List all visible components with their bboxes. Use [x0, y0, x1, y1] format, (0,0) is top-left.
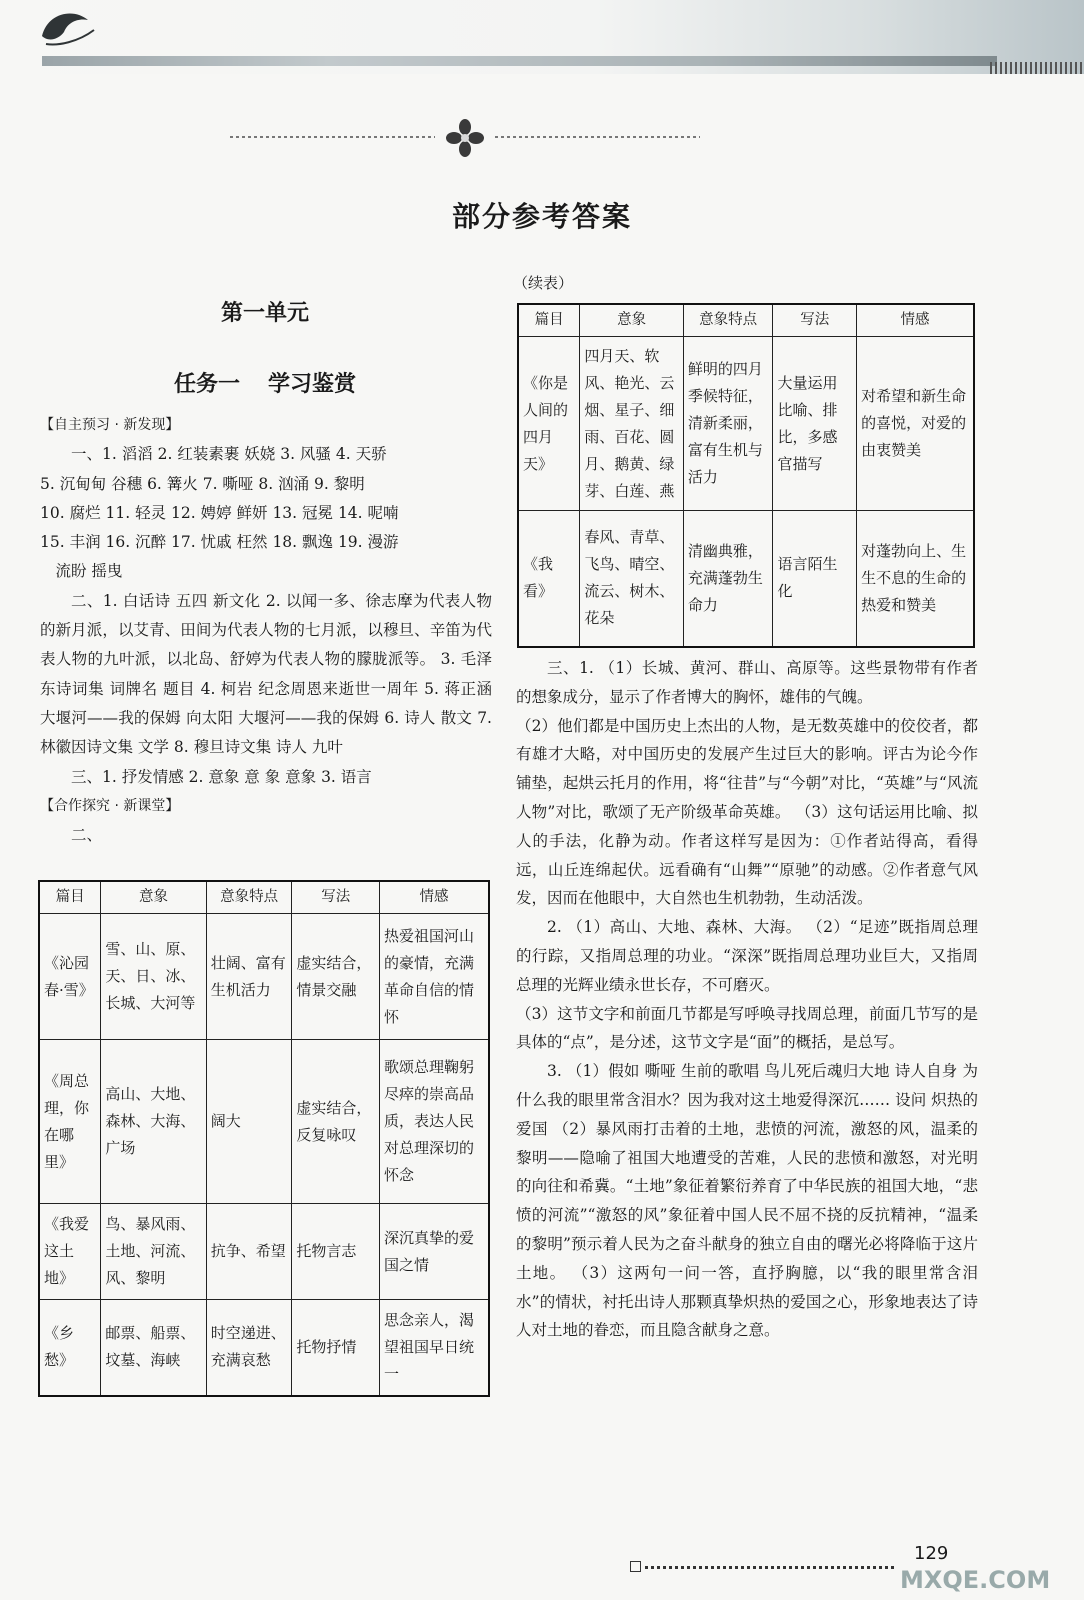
- table-cell: 托物抒情: [292, 1300, 380, 1396]
- footer-dots: [645, 1566, 895, 1569]
- table-row: [518, 337, 974, 511]
- answer-line: 流盼 摇曳: [55, 562, 123, 581]
- watermark: MXQE.COM: [900, 1566, 1051, 1594]
- table-cell: 邮票、船票、坟墓、海峡: [101, 1300, 206, 1396]
- table-cell: 阔大: [206, 1040, 292, 1204]
- header-cell: 意象特点: [683, 304, 773, 337]
- table-intro: 二、: [71, 826, 103, 845]
- table-cell: 抗争、希望: [206, 1204, 292, 1300]
- table-cell: 时空递进、充满哀愁: [206, 1300, 292, 1396]
- table-row: [39, 1300, 489, 1396]
- unit-title: 第一单元: [220, 301, 309, 326]
- table-cell: 虚实结合，反复咏叹: [292, 1040, 380, 1204]
- table-cell: 对希望和新生命的喜悦，对爱的由衷赞美: [857, 337, 974, 511]
- table-row: [39, 1040, 489, 1204]
- table-cell: 《周总理，你在哪里》: [39, 1040, 101, 1204]
- table-cell: 语言陌生化: [773, 511, 857, 647]
- table-cell: 壮阔、富有生机活力: [206, 914, 292, 1040]
- table-cell: 歌颂总理鞠躬尽瘁的崇高品质，表达人民对总理深切的怀念: [380, 1040, 489, 1204]
- header-cell: 写法: [773, 304, 857, 337]
- continued-label: （续表）: [513, 274, 574, 292]
- table-cell: 春风、青草、飞鸟、晴空、流云、树木、花朵: [580, 511, 684, 647]
- table-cell: 《沁园春·雪》: [39, 914, 101, 1040]
- title-ornament: [230, 118, 700, 158]
- table-cell: 《乡愁》: [39, 1300, 101, 1396]
- answer-paragraph: 3. （1）假如 嘶哑 生前的歌唱 鸟儿死后魂归大地 诗人自身 为什么我的眼里常含泪水？因为我对这土地爱得深沉…… 设问 炽热的爱国 （2）暴风雨打击着的土地，悲愤的河流，激怒的风，温柔的黎明——隐喻了祖国大地遭受的苦难，人民的悲愤和激怒，对光明的向往和希冀。“土地”象征着繁衍养育了中华民族的祖国大地，“悲愤的河流”“激怒的风”象征着中国人民不屈不挠的反抗精神，“温柔的黎明”预示着人民为之奋斗献身的独立自由的曙光必将降临于这片土地。 （3）这两句一问一答，直抒胸臆，以“我的眼里常含泪水”的情状，衬托出诗人那颗真挚炽热的爱国之心，形象地表达了诗人对土地的眷恋，而且隐含献身之意。: [516, 1062, 978, 1340]
- answer-paragraph: 三、1. （1）长城、黄河、群山、高原等。这些景物带有作者的想象成分，显示了作者博大的胸怀，雄伟的气魄。: [516, 659, 978, 706]
- table-cell: 鲜明的四月季候特征，清新柔丽，富有生机与活力: [683, 337, 773, 511]
- right-column: [516, 654, 978, 1345]
- header-cell: 情感: [380, 881, 489, 914]
- table-cell: 高山、大地、森林、大海、广场: [101, 1040, 206, 1204]
- table-header-row: [39, 881, 489, 914]
- table-header-row: [518, 304, 974, 337]
- header-cell: 情感: [857, 304, 974, 337]
- header-cell: 意象: [580, 304, 684, 337]
- table-cell: 清幽典雅，充满蓬勃生命力: [683, 511, 773, 647]
- table-cell: 思念亲人，渴望祖国早日统一: [380, 1300, 489, 1396]
- header-cell: 写法: [292, 881, 380, 914]
- table-cell: 托物言志: [292, 1204, 380, 1300]
- answer-paragraph: 二、1. 白话诗 五四 新文化 2. 以闻一多、徐志摩为代表人物的新月派，以艾青、田间为代表人物的七月派，以穆旦、辛笛为代表人物的九叶派，以北岛、舒婷为代表人物的朦胧派等。 3. 毛泽东诗词集 词牌名 题目 4. 柯岩 纪念周恩来逝世一周年 5. 蒋正涵 大堰河——我的保姆 向太阳 大堰河——我的保姆 6. 诗人 散文 7. 林徽因诗文集 文学 8. 穆旦诗文集 诗人 九叶: [40, 591, 492, 757]
- table-cell: 雪、山、原、天、日、冰、长城、大河等: [101, 914, 206, 1040]
- answer-line: 5. 沉甸甸 谷穗 6. 篝火 7. 嘶哑 8. 汹涌 9. 黎明: [40, 474, 365, 493]
- flower-icon: [445, 118, 485, 158]
- header-cell: 意象特点: [206, 881, 292, 914]
- section-explore: 【合作探究 · 新课堂】: [40, 797, 180, 814]
- header-cell: 篇目: [39, 881, 101, 914]
- left-column: [40, 411, 492, 850]
- answer-paragraph: （2）他们都是中国历史上杰出的人物，是无数英雄中的佼佼者，都有雄才大略，对中国历史的发展产生过巨大的影响。评古为论今作铺垫，起烘云托月的作用，将“往昔”与“今朝”对比，“英雄”与“风流人物”对比，歌颂了无产阶级革命英雄。 （3）这句话运用比喻、拟人的手法，化静为动。作者这样写是因为：①作者站得高，看得远，山丘连绵起伏。远看确有“山舞”“原驰”的动感。②作者意气风发，因而在他眼中，大自然也生机勃勃，生动活泼。: [516, 716, 978, 908]
- table-cell: 鸟、暴风雨、土地、河流、风、黎明: [101, 1204, 206, 1300]
- page-title: 部分参考答案: [451, 200, 632, 233]
- table-cell: 对蓬勃向上、生生不息的生命的热爱和赞美: [857, 511, 974, 647]
- leaf-logo-icon: [38, 6, 98, 50]
- answer-table-1: [38, 880, 490, 1397]
- answer-table-2: [517, 303, 975, 648]
- table-row: [39, 1204, 489, 1300]
- table-cell: 虚实结合，情景交融: [292, 914, 380, 1040]
- answer-line: 一、1. 滔滔 2. 红装素裹 妖娆 3. 风骚 4. 天骄: [71, 445, 387, 464]
- table-cell: 热爱祖国河山的豪情，充满革命自信的情怀: [380, 914, 489, 1040]
- table-cell: 深沉真挚的爱国之情: [380, 1204, 489, 1300]
- table-cell: 《我看》: [518, 511, 580, 647]
- table-cell: 《我爱这土地》: [39, 1204, 101, 1300]
- header-cell: 意象: [101, 881, 206, 914]
- header-cell: 篇目: [518, 304, 580, 337]
- answer-line: 10. 腐烂 11. 轻灵 12. 娉婷 鲜妍 13. 冠冕 14. 呢喃: [40, 503, 399, 522]
- table-cell: 大量运用比喻、排比，多感官描写: [773, 337, 857, 511]
- task-name: 学习鉴赏: [268, 372, 357, 397]
- answer-paragraph: （3）这节文字和前面几节都是写呼唤寻找周总理，前面几节写的是具体的“点”，是分述，这节文字是“面”的概括，是总写。: [516, 1004, 978, 1052]
- table-row: [518, 511, 974, 647]
- task-number: 任务一: [173, 372, 240, 397]
- table-row: [39, 914, 489, 1040]
- header-rule: [42, 56, 997, 66]
- section-preview: 【自主预习 · 新发现】: [40, 417, 180, 433]
- answer-paragraph: 三、1. 抒发情感 2. 意象 意 象 意象 3. 语言: [71, 767, 372, 786]
- page-number: 129: [914, 1543, 949, 1564]
- header-ticks: [990, 62, 1084, 74]
- footer-box-icon: [630, 1561, 641, 1572]
- table-cell: 四月天、软风、艳光、云烟、星子、细雨、百花、圆月、鹅黄、绿芽、白莲、燕: [580, 337, 684, 511]
- answer-paragraph: 2. （1）高山、大地、森林、大海。 （2）“足迹”既指周总理的行踪，又指周总理的功业。“深深”既指周总理功业巨大，又指周总理的光辉业绩永世长存，不可磨灭。: [516, 918, 978, 994]
- task-title: [40, 367, 490, 398]
- table-cell: 《你是人间的四月天》: [518, 337, 580, 511]
- answer-line: 15. 丰润 16. 沉醉 17. 忧戚 枉然 18. 飘逸 19. 漫游: [40, 533, 399, 552]
